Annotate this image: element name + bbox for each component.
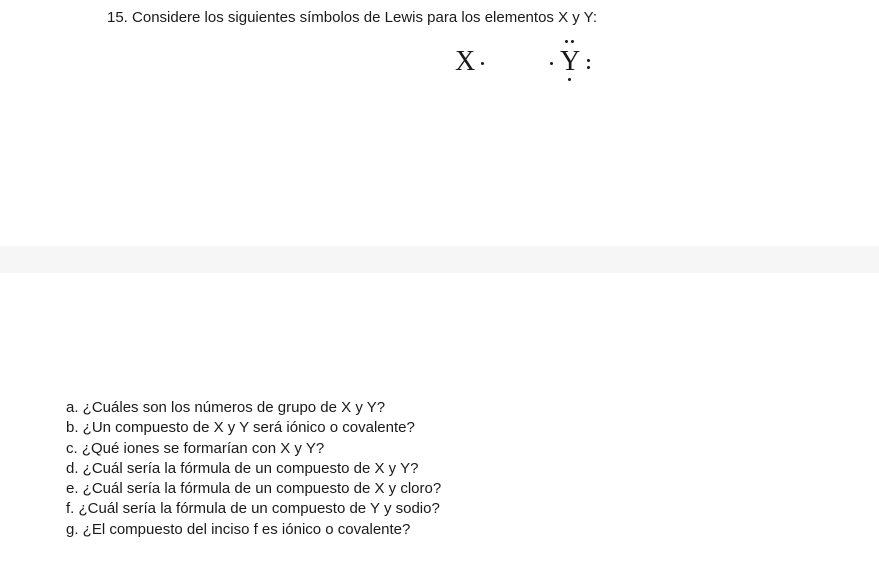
subquestion-g: g. ¿El compuesto del inciso f es iónico o covalente? — [66, 520, 411, 538]
valence-electron-dot — [481, 62, 484, 65]
subquestion-d: d. ¿Cuál sería la fórmula de un compuesto de X y Y? — [66, 459, 419, 477]
subquestion-e: e. ¿Cuál sería la fórmula de un compuesto de X y cloro? — [66, 480, 442, 498]
element-symbol-y: Y — [560, 46, 581, 77]
valence-electron-dot — [568, 78, 571, 81]
page-break-band — [0, 246, 879, 273]
subquestion-list — [66, 398, 441, 540]
valence-electron-dot — [587, 59, 590, 62]
valence-electron-dot — [587, 66, 590, 69]
valence-electron-dot — [550, 62, 553, 65]
valence-electron-dot — [571, 40, 574, 43]
lewis-symbol-y — [560, 48, 580, 76]
subquestion-b: b. ¿Un compuesto de X y Y será iónico o covalente? — [66, 419, 415, 437]
element-symbol-x: X — [455, 46, 476, 77]
valence-electron-dot — [565, 40, 568, 43]
subquestion-f: f. ¿Cuál sería la fórmula de un compuesto de Y y sodio? — [66, 500, 440, 518]
lewis-symbol-x — [455, 48, 475, 76]
question-title: 15. Considere los siguientes símbolos de Lewis para los elementos X y Y: — [107, 9, 597, 26]
subquestion-a: a. ¿Cuáles son los números de grupo de X y Y? — [66, 399, 386, 416]
subquestion-c: c. ¿Qué iones se formarían con X y Y? — [66, 439, 325, 457]
